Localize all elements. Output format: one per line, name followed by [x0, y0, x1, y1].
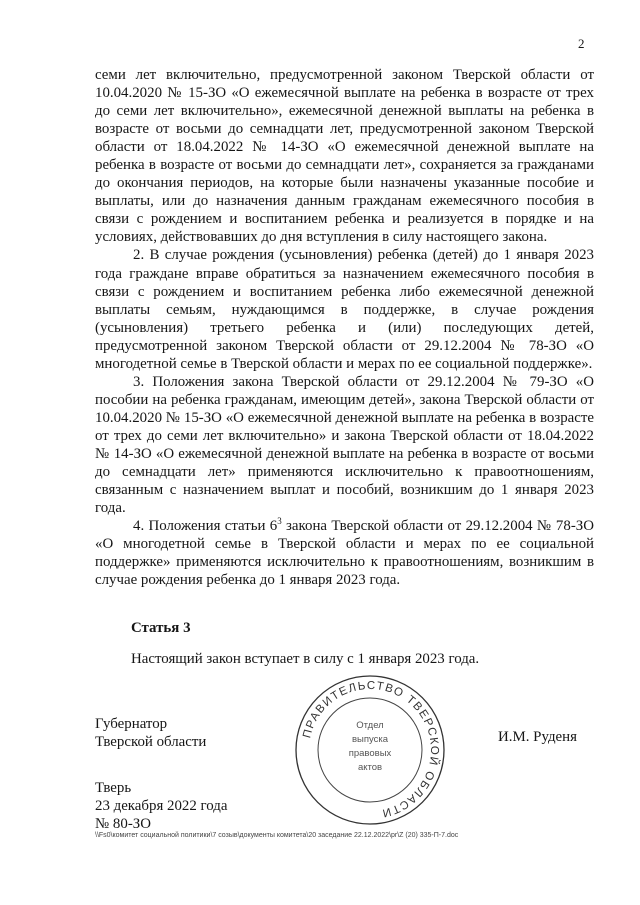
- signatory-name: И.М. Руденя: [498, 729, 577, 745]
- law-number: № 80-ЗО: [95, 816, 151, 833]
- paragraph-continuation: семи лет включительно, предусмотренной законом Тверской области от 10.04.2020 № 15-ЗО «О ежемесячной выплате на ребенка в возрасте от трех до семи лет включительно», ежемесячной денежной выплаты на ребенка в возрасте от восьми до семнадцати лет, предусмотренной законом Тверской области от 18.04.2022 № 14-ЗО «О ежемесячной денежной выплате на ребенка в возрасте от восьми до семнадцати лет», сохраняется за гражданами до окончания периодов, на которые были назначены указанные пособие и выплаты, или до назначения данным гражданам ежемесячного пособия в связи с рождением и воспитанием ребенка и реализуется в порядке и на условиях, действовавших до дня вступления в силу настоящего закона.: [95, 67, 594, 246]
- paragraph-4-superscript: 3: [277, 516, 282, 527]
- paragraph-4: [95, 517, 594, 589]
- effective-date-sentence: Настоящий закон вступает в силу с 1 января 2023 года.: [131, 651, 480, 667]
- place-and-date: [95, 779, 227, 833]
- paragraph-4-end: закона Тверской области от 29.12.2004 № 78-ЗО «О многодетной семье в Тверской области и мерах по ее социальной поддержке» применяются исключительно к правоотношениям, возникшим в случае рождения ребенка до 1 января 2023 года.: [95, 518, 594, 589]
- official-seal: [292, 672, 448, 828]
- signatory-title-line1: Губернатор: [95, 716, 168, 732]
- page-number: 2: [578, 36, 585, 51]
- law-body-text: [95, 66, 594, 589]
- seal-ring-text: ПРАВИТЕЛЬСТВО ТВЕРСКОЙ ОБЛАСТИ: [301, 679, 441, 819]
- signatory-title: [95, 715, 206, 751]
- file-path-footer: \\Fs0\комитет социальной политики\7 созыв\документы комитета\20 заседание 22.12.2022\pr\Z (20) 335-П-7.doc: [95, 832, 459, 839]
- signatory-title-line2: Тверской области: [95, 734, 207, 751]
- signing-date: 23 декабря 2022 года: [95, 798, 228, 815]
- seal-line-1: Отдел: [356, 720, 384, 731]
- article-heading: Статья 3: [131, 620, 191, 636]
- paragraph-4-start: 4. Положения статьи 6: [133, 518, 278, 535]
- seal-line-3: правовых: [348, 748, 392, 759]
- seal-line-4: актов: [357, 762, 383, 773]
- city: Тверь: [95, 780, 132, 796]
- paragraph-2: 2. В случае рождения (усыновления) ребенка (детей) до 1 января 2023 года граждане вправе обратиться за назначением ежемесячного пособия в связи с рождением и воспитанием ребенка либо ежемесячной денежной выплаты семьям, нуждающимся в поддержке, в случае рождения (усыновления) третьего ребенка и (или) последующих детей, предусмотренной законом Тверской области от 29.12.2004 № 78-ЗО «О многодетной семье в Тверской области и мерах по ее социальной поддержке».: [95, 247, 594, 372]
- paragraph-3: 3. Положения закона Тверской области от 29.12.2004 № 79-ЗО «О пособии на ребенка гражданам, имеющим детей», закона Тверской области от 10.04.2020 № 15-ЗО «О ежемесячной денежной выплате на ребенка в возрасте от трех до семи лет включительно» и закона Тверской области от 18.04.2022 № 14-ЗО «О ежемесячной денежной выплате на ребенка в возрасте от восьми до семнадцати лет» применяются исключительно к правоотношениям, связанным с назначением выплат и пособий, возникшим до 1 января 2023 года.: [95, 373, 594, 517]
- seal-line-2: выпуска: [351, 734, 389, 745]
